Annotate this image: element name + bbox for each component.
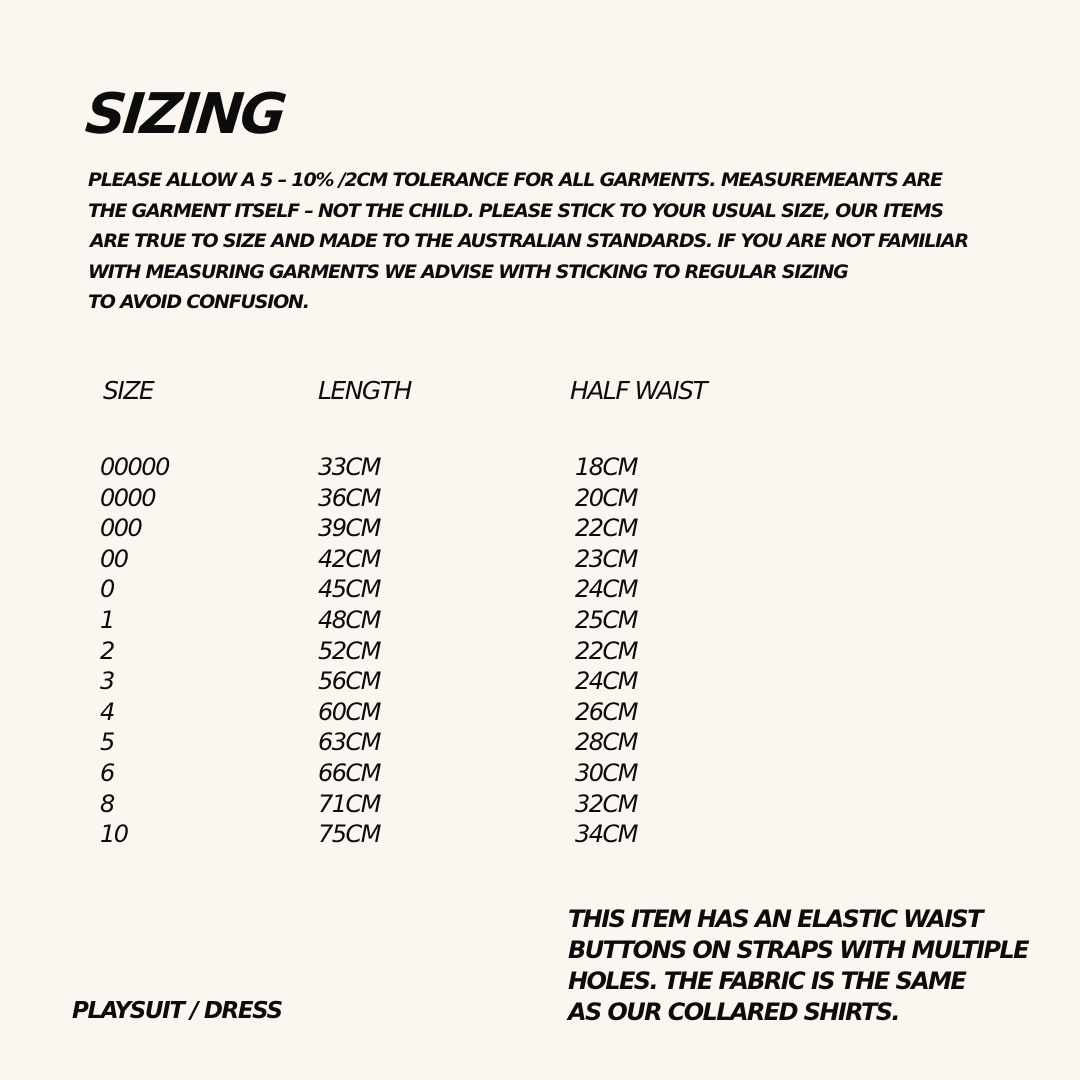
length-cell: 52CM [318,636,381,665]
length-cell: 71CM [318,789,381,818]
size-column [100,452,169,850]
length-cell: 56CM [318,667,381,696]
half-waist-cell: 32CM [575,789,638,818]
length-column [318,452,380,850]
notice-line: THE GARMENT ITSELF – NOT THE CHILD. PLEASE STICK TO YOUR USUAL SIZE, OUR ITEMS [88,199,943,222]
length-cell: 75CM [318,820,381,849]
half-waist-cell: 28CM [575,728,638,757]
half-waist-cell: 24CM [575,575,638,604]
half-waist-cell: 24CM [575,667,638,696]
half-waist-cell: 22CM [575,636,638,665]
size-cell: 000 [100,514,142,543]
length-cell: 42CM [318,544,381,573]
size-cell: 00000 [100,453,169,481]
notice-line: PLEASE ALLOW A 5 – 10% /2CM TOLERANCE FOR ALL GARMENTS. MEASUREMEANTS ARE [88,169,942,191]
note-line: BUTTONS ON STRAPS WITH MULTIPLE [568,936,1028,964]
size-cell: 1 [100,605,114,634]
length-cell: 45CM [318,575,381,604]
half-waist-cell: 25CM [575,605,638,634]
notice-line: WITH MEASURING GARMENTS WE ADVISE WITH STICKING TO REGULAR SIZING [88,260,848,283]
half-waist-cell: 18CM [575,453,638,481]
length-cell: 66CM [318,758,381,787]
length-cell: 60CM [318,697,381,726]
size-cell: 8 [100,789,114,818]
note-line: HOLES. THE FABRIC IS THE SAME [568,967,966,995]
half-waist-cell: 26CM [575,697,638,726]
half-waist-cell: 23CM [575,544,638,573]
note-line: THIS ITEM HAS AN ELASTIC WAIST [568,905,982,933]
length-cell: 39CM [318,514,381,543]
size-cell: 10 [100,820,128,849]
note-line: AS OUR COLLARED SHIRTS. [568,998,899,1026]
notice-line: TO AVOID CONFUSION. [88,291,309,313]
length-cell: 48CM [318,605,381,634]
length-cell: 36CM [318,483,381,512]
size-cell: 6 [100,758,114,787]
size-cell: 4 [100,697,114,726]
size-cell: 3 [100,667,114,696]
page-title: SIZING [82,82,287,147]
half-waist-column-header: HALF WAIST [570,376,707,405]
size-cell: 5 [100,728,114,757]
size-cell: 0 [100,575,114,604]
half-waist-cell: 22CM [575,514,638,543]
product-label: PLAYSUIT / DRESS [72,998,282,1024]
half-waist-cell: 20CM [575,483,638,512]
length-cell: 63CM [318,728,381,757]
size-column-header: SIZE [103,376,154,405]
size-cell: 0000 [100,483,156,512]
length-cell: 33CM [318,453,381,481]
product-note [568,904,1028,1028]
notice-line: ARE TRUE TO SIZE AND MADE TO THE AUSTRALIAN STANDARDS. IF YOU ARE NOT FAMILIAR [90,230,968,252]
size-cell: 00 [100,544,128,573]
half-waist-column [575,452,637,850]
size-cell: 2 [100,636,114,665]
half-waist-cell: 34CM [575,820,638,849]
half-waist-cell: 30CM [575,758,638,787]
length-column-header: LENGTH [318,376,411,405]
tolerance-notice [88,165,968,318]
